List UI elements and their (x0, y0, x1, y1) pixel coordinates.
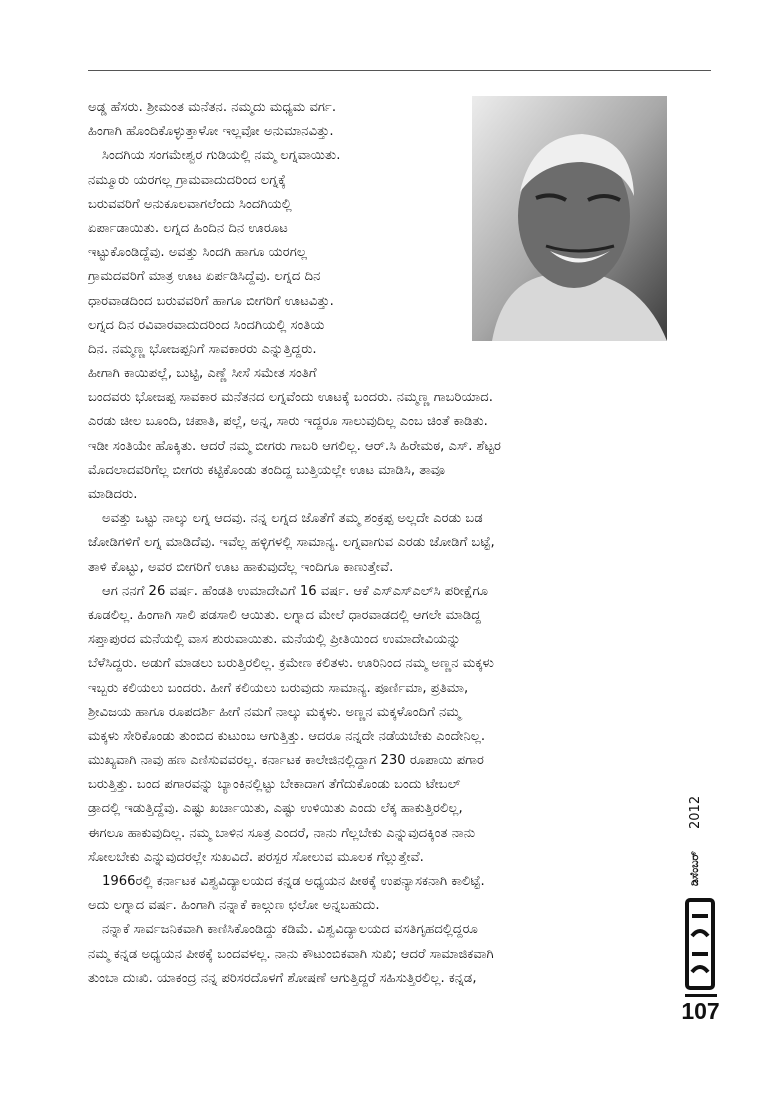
text-line: ಅವತ್ತು ಒಟ್ಟು ನಾಲ್ಕು ಲಗ್ನ ಆದವು. ನನ್ನ ಲಗ್ನದ ಜೊತೆಗೆ ತಮ್ಮ ಶಂಕ್ರಪ್ಪ ಅಲ್ಲದೇ ಎರಡು ಬಡ (102, 511, 483, 527)
text-line: ದಿನ. ನಮ್ಮಣ್ಣ ಭೋಜಪ್ಪನಿಗೆ ಸಾವಕಾರರು ಎನ್ನುತ್ತಿದ್ದರು. (88, 341, 317, 357)
magazine-logo (684, 896, 716, 992)
text-line: ಆಗ ನನಗೆ 26 ವರ್ಷ. ಹೆಂಡತಿ ಉಮಾದೇವಿಗೆ 16 ವರ್ಷ. ಆಕೆ ಎಸ್‌ಎಸ್‌ಎಲ್‌ಸಿ ಪರೀಕ್ಷೆಗೂ (102, 583, 489, 599)
text-line: ಎರಡು ಚೀಲ ಬೂಂದಿ, ಚಪಾತಿ, ಪಲ್ಲೆ, ಅನ್ನ, ಸಾರು ಇದ್ದರೂ ಸಾಲುವುದಿಲ್ಲ ಎಂಬ ಚಿಂತೆ ಕಾಡಿತು. (88, 414, 488, 430)
text-line: ತುಂಬಾ ದುಃಖಿ. ಯಾಕಂದ್ರ ನನ್ನ ಪರಿಸರದೊಳಗೆ ಶೋಷಣೆ ಆಗುತ್ತಿದ್ದರೆ ಸಹಿಸುತ್ತಿರಲಿಲ್ಲ. ಕನ್ನಡ, (88, 970, 477, 986)
text-line: ಬೆಳೆಸಿದ್ದರು. ಅಡುಗೆ ಮಾಡಲು ಬರುತ್ತಿರಲಿಲ್ಲ. ಕ್ರಮೇಣ ಕಲಿತಳು. ಊರಿನಿಂದ ನಮ್ಮ ಅಣ್ಣನ ಮಕ್ಕಳು (88, 656, 494, 672)
text-line: ಬಂದವರು ಭೋಜಪ್ಪ ಸಾವಕಾರ ಮನೆತನದ ಲಗ್ನವೆಂದು ಊಟಕ್ಕೆ ಬಂದರು. ನಮ್ಮಣ್ಣ ಗಾಬರಿಯಾದ. (88, 390, 493, 406)
text-line: ತಾಳಿ ಕೊಟ್ಟು, ಅವರ ಬೀಗರಿಗೆ ಊಟ ಹಾಕುವುದೆಲ್ಲ ಇಂದಿಗೂ ಕಾಣುತ್ತೇವೆ. (88, 559, 394, 575)
text-line: ಜೋಡಿಗಳಿಗೆ ಲಗ್ನ ಮಾಡಿದೆವು. ಇವೆಲ್ಲ ಹಳ್ಳಿಗಳಲ್ಲಿ ಸಾಮಾನ್ಯ. ಲಗ್ನವಾಗುವ ಎರಡು ಜೋಡಿಗೆ ಬಟ್ಟೆ, (88, 535, 495, 551)
text-line: ಮಾಡಿದರು. (88, 487, 138, 502)
article-paragraph (88, 144, 696, 507)
article-paragraph (88, 870, 696, 918)
header-rule (88, 70, 711, 71)
text-line: ಮೊದಲಾದವರಿಗೆಲ್ಲ ಬೀಗರು ಕಟ್ಟಿಕೊಂಡು ತಂದಿದ್ದ ಬುತ್ತಿಯಲ್ಲೇ ಊಟ ಮಾಡಿಸಿ, ತಾವೂ (88, 462, 446, 478)
text-line: ನಮ್ಮೂರು ಯರಗಲ್ಲ ಗ್ರಾಮವಾದುದರಿಂದ ಲಗ್ನಕ್ಕೆ (88, 172, 286, 188)
text-line: ಇಬ್ಬರು ಕಲಿಯಲು ಬಂದರು. ಹೀಗೆ ಕಲಿಯಲು ಬರುವುದು ಸಾಮಾನ್ಯ. ಪೂರ್ಣಿಮಾ, ಪ್ರತಿಮಾ, (88, 680, 469, 696)
text-line: ಏರ್ಪಾಡಾಯಿತು. ಲಗ್ನದ ಹಿಂದಿನ ದಿನ ಊರೂಟ (88, 220, 288, 236)
page-number-bar (685, 994, 717, 997)
text-line: ಲಗ್ನದ ದಿನ ರವಿವಾರವಾದುದರಿಂದ ಸಿಂದಗಿಯಲ್ಲಿ ಸಂತಿಯ (88, 317, 325, 333)
text-line: 1966ರಲ್ಲಿ ಕರ್ನಾಟಕ ವಿಶ್ವವಿದ್ಯಾಲಯದ ಕನ್ನಡ ಅಧ್ಯಯನ ಪೀಠಕ್ಕೆ ಉಪನ್ಯಾಸಕನಾಗಿ ಕಾಲಿಟ್ಟೆ. (102, 874, 485, 889)
text-line: ಡ್ರಾದಲ್ಲಿ ಇಡುತ್ತಿದ್ದೆವು. ಎಷ್ಟು ಖರ್ಚಾಯಿತು, ಎಷ್ಟು ಉಳಿಯಿತು ಎಂದು ಲೆಕ್ಕ ಹಾಕುತ್ತಿರಲಿಲ್ಲ, (88, 801, 463, 817)
text-line: ನನ್ನಾಕೆ ಸಾರ್ವಜನಿಕವಾಗಿ ಕಾಣಿಸಿಕೊಂಡಿದ್ದು ಕಡಿಮೆ. ವಿಶ್ವವಿದ್ಯಾಲಯದ ವಸತಿಗೃಹದಲ್ಲಿದ್ದರೂ (102, 922, 478, 938)
text-line: ಅದು ಲಗ್ನಾದ ವರ್ಷ. ಹಿಂಗಾಗಿ ನನ್ನಾಕೆ ಕಾಲ್ಗುಣ ಛಲೋ ಅನ್ನಬಹುದು. (88, 898, 380, 914)
text-line: ಮಕ್ಕಳು ಸೇರಿಕೊಂಡು ತುಂಬಿದ ಕುಟುಂಬ ಆಗುತ್ತಿತ್ತು. ಆದರೂ ನನ್ನದೇ ನಡೆಯಬೇಕು ಎಂದೇನಿಲ್ಲ. (88, 728, 486, 744)
text-line: ಮುಖ್ಯವಾಗಿ ನಾವು ಹಣ ಎಣಿಸುವವರಲ್ಲ. ಕರ್ನಾಟಕ ಕಾಲೇಜಿನಲ್ಲಿದ್ದಾಗ 230 ರೂಪಾಯಿ ಪಗಾರ (88, 753, 484, 769)
article-paragraph (88, 96, 696, 144)
text-line: ಹೀಗಾಗಿ ಕಾಯಿಪಲ್ಲೆ, ಬುಟ್ಟಿ, ಎಣ್ಣೆ ಸೀಸೆ ಸಮೇತ ಸಂತಿಗೆ (88, 366, 317, 382)
text-line: ಇಟ್ಟುಕೊಂಡಿದ್ದೆವು. ಅವತ್ತು ಸಿಂದಗಿ ಹಾಗೂ ಯರಗಲ್ಲ (88, 245, 308, 261)
text-line: ಇಡೀ ಸಂತಿಯೇ ಹೊಕ್ಕಿತು. ಆದರೆ ನಮ್ಮ ಬೀಗರು ಗಾಬರಿ ಆಗಲಿಲ್ಲ. ಆರ್.ಸಿ ಹಿರೇಮಠ, ಎಸ್. ಶೆಟ್ಟರ (88, 438, 501, 454)
text-line: ಕೂಡಲಿಲ್ಲ. ಹಿಂಗಾಗಿ ಸಾಲಿ ಪಡಸಾಲಿ ಆಯಿತು. ಲಗ್ನಾದ ಮೇಲೆ ಧಾರವಾಡದಲ್ಲಿ ಆಗಲೇ ಮಾಡಿದ್ದ (88, 607, 481, 623)
issue-year: 2012 (688, 795, 703, 829)
text-line: ಸಿಂದಗಿಯ ಸಂಗಮೇಶ್ವರ ಗುಡಿಯಲ್ಲಿ ನಮ್ಮ ಲಗ್ನವಾಯಿತು. (102, 148, 341, 164)
text-line: ಅಡ್ಡ ಹೆಸರು. ಶ್ರೀಮಂತ ಮನೆತನ. ನಮ್ಮದು ಮಧ್ಯಮ ವರ್ಗ. (88, 100, 337, 115)
text-line: ಗ್ರಾಮದವರಿಗೆ ಮಾತ್ರ ಊಟ ಏರ್ಪಡಿಸಿದ್ದೆವು. ಲಗ್ನದ ದಿನ (88, 269, 321, 285)
text-line: ಬರುತ್ತಿತ್ತು. ಬಂದ ಪಗಾರವನ್ನು ಬ್ಯಾಂಕಿನಲ್ಲಿಟ್ಟು ಬೇಕಾದಾಗ ತೆಗೆದುಕೊಂಡು ಬಂದು ಟೇಬಲ್ (88, 777, 461, 793)
issue-month: ಡಿಸೆಂಬರ್ (688, 851, 701, 887)
page-number: 107 (681, 998, 720, 1024)
text-line: ಸೋಲಬೇಕು ಎನ್ನುವುದರಲ್ಲೇ ಸುಖವಿದೆ. ಪರಸ್ಪರ ಸೋಲುವ ಮೂಲಕ ಗೆಲ್ಲುತ್ತೇವೆ. (88, 849, 424, 865)
article-paragraph (88, 918, 696, 991)
text-line: ಹಿಂಗಾಗಿ ಹೊಂದಿಕೊಳ್ಳುತ್ತಾಳೋ ಇಲ್ಲವೋ ಅನುಮಾನವಿತ್ತು. (88, 124, 334, 140)
text-line: ಶ್ರೀವಿಜಯ ಹಾಗೂ ರೂಪದರ್ಶಿ ಹೀಗೆ ನಮಗೆ ನಾಲ್ಕು ಮಕ್ಕಳು. ಅಣ್ಣನ ಮಕ್ಕಳೊಂದಿಗೆ ನಮ್ಮ (88, 704, 461, 720)
text-line: ಬರುವವರಿಗೆ ಅನುಕೂಲವಾಗಲೆಂದು ಸಿಂದಗಿಯಲ್ಲಿ (88, 196, 292, 212)
article-paragraph (88, 580, 696, 870)
text-line: ಧಾರವಾಡದಿಂದ ಬರುವವರಿಗೆ ಹಾಗೂ ಬೀಗರಿಗೆ ಊಟವಿತ್ತು. (88, 293, 334, 309)
text-line: ಸಪ್ತಾಪುರದ ಮನೆಯಲ್ಲಿ ವಾಸ ಶುರುವಾಯಿತು. ಮನೆಯಲ್ಲಿ ಪ್ರೀತಿಯಿಂದ ಉಮಾದೇವಿಯನ್ನು (88, 632, 461, 648)
text-line: ಈಗಲೂ ಹಾಕುವುದಿಲ್ಲ. ನಮ್ಮ ಬಾಳಿನ ಸೂತ್ರ ಎಂದರೆ, ನಾನು ಗೆಲ್ಲಬೇಕು ಎನ್ನುವುದಕ್ಕಿಂತ ನಾನು (88, 825, 476, 841)
article-paragraph (88, 507, 696, 580)
text-line: ನಮ್ಮ ಕನ್ನಡ ಅಧ್ಯಯನ ಪೀಠಕ್ಕೆ ಬಂದವಳಲ್ಲ. ನಾನು ಕೌಟುಂಬಿಕವಾಗಿ ಸುಖಿ; ಆದರೆ ಸಾಮಾಜಿಕವಾಗಿ (88, 946, 494, 962)
article-body (88, 96, 696, 991)
